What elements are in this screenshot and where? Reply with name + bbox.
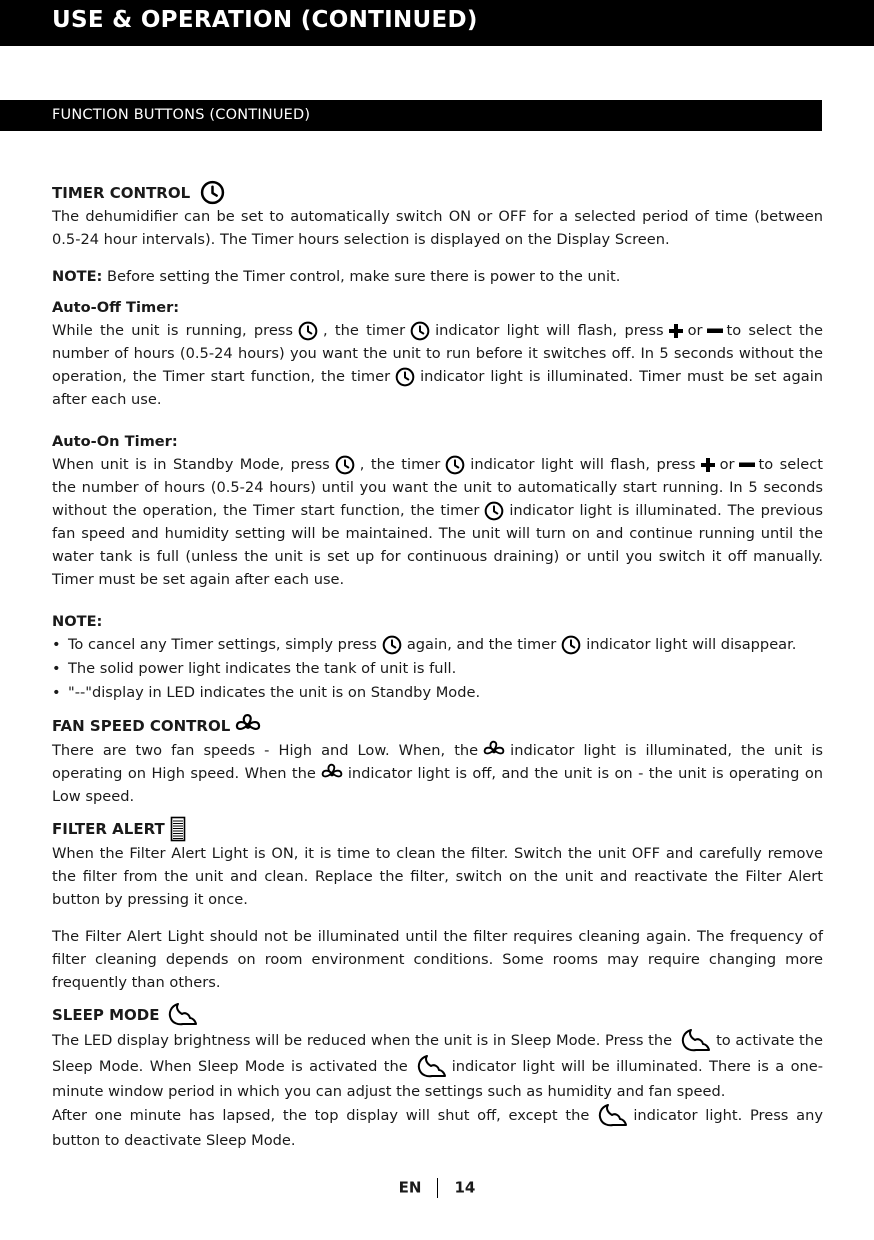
auto-off-t1: While the unit is running, press <box>52 322 294 339</box>
sleep-t5: indicator light. Press any button to deactivate Sleep Mode. <box>52 1107 823 1149</box>
timer-note2-label: NOTE: <box>52 613 103 630</box>
timer-clock-icon <box>200 180 225 205</box>
bullet1-b: again, and the timer <box>406 636 557 653</box>
moon-icon <box>677 1028 711 1054</box>
moon-icon <box>413 1054 447 1080</box>
section-header-bar <box>0 100 822 131</box>
moon-icon <box>164 1002 198 1028</box>
auto-off-title: Auto-Off Timer: <box>52 299 180 316</box>
auto-on-t3: indicator light will flash, press <box>470 456 696 473</box>
page-title: USE & OPERATION (CONTINUED) <box>52 7 478 33</box>
page-header-bar <box>0 0 874 46</box>
section-title: FUNCTION BUTTONS (CONTINUED) <box>52 107 311 123</box>
auto-on-t5: to select the number of hours (0.5-24 hours) until you want the unit to automatically start running. In 5 seconds without the operation, the Timer start function, the timer <box>52 456 824 519</box>
footer-divider <box>437 1178 438 1198</box>
fan-t3: indicator light is off, and the unit is on - the unit is operating on Low speed. <box>52 765 823 805</box>
auto-off-t3: indicator light will flash, press <box>435 322 664 339</box>
clock-icon <box>445 455 465 475</box>
clock-icon <box>395 367 415 387</box>
filter-heading-text: FILTER ALERT <box>52 820 165 838</box>
fan-text <box>52 739 823 808</box>
plus-icon <box>668 323 684 339</box>
sleep-text2 <box>52 1103 823 1152</box>
fan-icon <box>321 763 343 785</box>
auto-on-title: Auto-On Timer: <box>52 433 178 450</box>
clock-icon <box>298 321 318 341</box>
list-item: • The solid power light indicates the tank of unit is full. <box>52 657 823 681</box>
page-footer <box>0 1178 874 1198</box>
clock-icon <box>335 455 355 475</box>
auto-on-t1: When unit is in Standby Mode, press <box>52 456 330 473</box>
timer-note-label: NOTE: <box>52 268 103 285</box>
manual-content <box>52 180 823 1152</box>
auto-off-t4: or <box>687 322 703 339</box>
clock-icon <box>410 321 430 341</box>
footer-language: EN <box>398 1178 422 1197</box>
filter-p1: When the Filter Alert Light is ON, it is time to clean the filter. Switch the unit OFF and carefully remove the filter from the unit and clean. Replace the filter, switch on the unit and reactivate the Filter Alert button by pressing it once. <box>52 845 823 908</box>
auto-off-t5: to select the number of hours (0.5-24 hours) you want the unit to run before it switches off. In 5 seconds without the operation, the Timer start function, the timer <box>52 322 823 385</box>
auto-off-text <box>52 319 823 411</box>
timer-note-list <box>52 633 823 705</box>
plus-icon <box>700 457 716 473</box>
auto-on-t4: or <box>719 456 735 473</box>
fan-t1: There are two fan speeds - High and Low. When, the <box>52 742 479 759</box>
auto-on-text <box>52 453 823 591</box>
auto-on-t2: , the timer <box>359 456 441 473</box>
filter-heading <box>52 816 823 842</box>
list-item <box>52 633 823 657</box>
fan-icon <box>235 713 261 739</box>
bullet1-c: indicator light will disappear. <box>586 636 797 653</box>
sleep-text <box>52 1028 823 1103</box>
clock-icon <box>484 501 504 521</box>
sleep-t1: The LED display brightness will be reduced when the unit is in Sleep Mode. Press the <box>52 1032 673 1049</box>
timer-heading <box>52 180 823 205</box>
timer-intro: The dehumidifier can be set to automatically switch ON or OFF for a selected period of time (between 0.5-24 hour intervals). The Timer hours selection is displayed on the Display Screen. <box>52 208 823 248</box>
sleep-heading <box>52 1002 823 1028</box>
clock-icon <box>382 635 402 655</box>
auto-off-t6: indicator light is illuminated. Timer must be set again after each use. <box>52 368 824 408</box>
timer-heading-text: TIMER CONTROL <box>52 183 191 202</box>
sleep-t3: indicator light will be illuminated. There is a one-minute window period in which you can adjust the settings such as humidity and fan speed. <box>52 1058 823 1100</box>
filter-icon <box>170 816 186 842</box>
auto-off-t2: , the timer <box>323 322 406 339</box>
sleep-heading-text: SLEEP MODE <box>52 1006 160 1024</box>
filter-p2: The Filter Alert Light should not be illuminated until the filter requires cleaning again. The frequency of filter cleaning depends on room environment conditions. Some rooms may require changing more frequently than others. <box>52 928 823 991</box>
timer-note <box>52 265 823 288</box>
clock-icon <box>561 635 581 655</box>
timer-note-text: Before setting the Timer control, make sure there is power to the unit. <box>102 268 621 285</box>
auto-on-t6: indicator light is illuminated. The previous fan speed and humidity setting will be maintained. The unit will turn on and continue running until the water tank is full (unless the unit is set up for continuous draining) or until you switch it off manually. Timer must be set again after each use. <box>52 502 823 588</box>
minus-icon <box>739 457 755 473</box>
fan-icon <box>483 740 505 762</box>
sleep-t2: to activate the Sleep Mode. When Sleep Mode is activated the <box>52 1032 823 1075</box>
fan-t2: indicator light is illuminated, the unit is operating on High speed. When the <box>52 742 823 782</box>
bullet1-a: To cancel any Timer settings, simply press <box>68 636 377 653</box>
page-number: 14 <box>454 1178 476 1197</box>
moon-icon <box>594 1103 628 1129</box>
minus-icon <box>707 323 723 339</box>
fan-heading <box>52 713 823 739</box>
sleep-t4: After one minute has lapsed, the top display will shut off, except the <box>52 1107 590 1124</box>
list-item: • "--"display in LED indicates the unit is on Standby Mode. <box>52 681 823 705</box>
fan-heading-text: FAN SPEED CONTROL <box>52 717 231 735</box>
